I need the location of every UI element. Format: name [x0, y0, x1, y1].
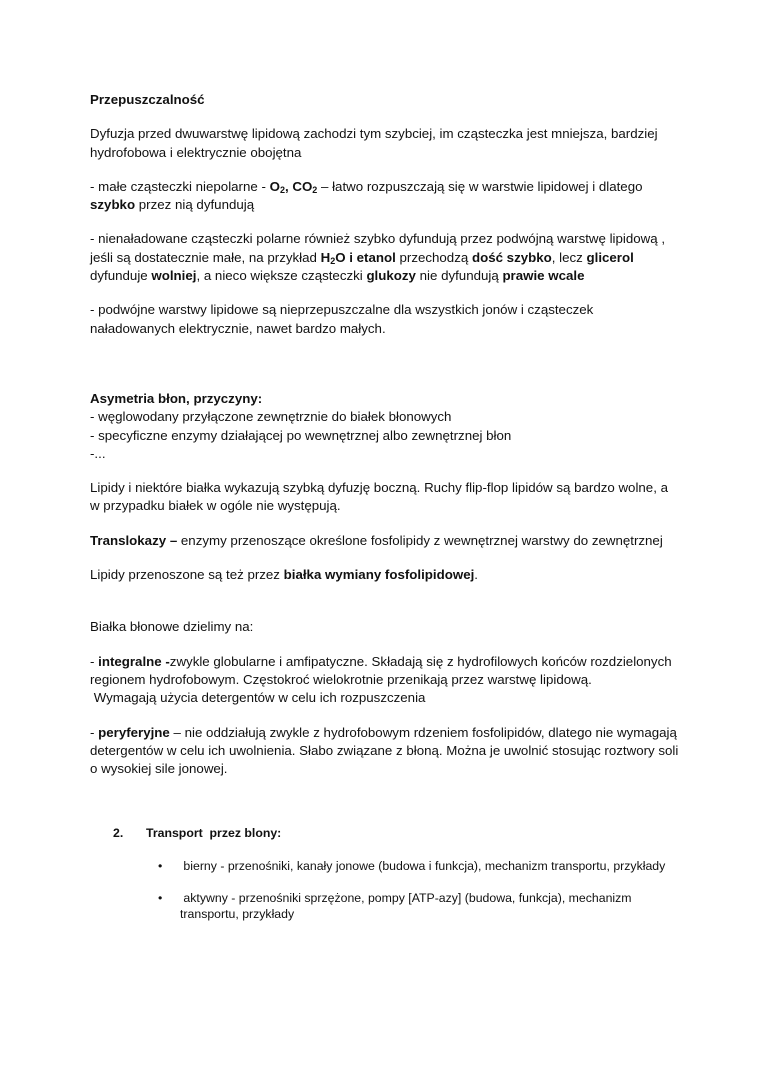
- document-page: [90, 90, 680, 922]
- section-title-asymmetry: Asymetria błon, przyczyny:: [90, 390, 263, 406]
- phospholipid-exchange-text: Lipidy przenoszone są też przez białka wymiany fosfolipidowej.: [90, 567, 478, 583]
- bullet-icon: •: [158, 891, 163, 906]
- section-number: 2.: [113, 826, 124, 841]
- lateral-diffusion-text: Lipidy i niektóre białka wykazują szybką dyfuzję boczną. Ruchy flip-flop lipidów są bardzo wolne, a w przypadku białek w ogóle nie występują.: [90, 480, 668, 514]
- section-heading-transport: [90, 826, 680, 841]
- integral-proteins-text-line2: Wymagają użycia detergentów w celu ich rozpuszczenia: [90, 690, 426, 706]
- permeability-item-small-nonpolar: - małe cząsteczki niepolarne - $O_2$, $CO_2$ – łatwo rozpuszczają się w warstwie lipidowej i dlatego szybko przez nią dyfundują: [90, 178, 643, 213]
- section-heading-text: Transport przez blony:: [146, 826, 282, 841]
- permeability-item-polar: - nienaładowane cząsteczki polarne również szybko dyfundują przez podwójną warstwę lipidową , jeśli są dostatecznie małe, na przykład $H_2O$ i etanol przechodzą dość szybko, lecz glicerol dyfunduje wolniej, a nieco większe cząsteczki glukozy nie dyfundują prawie wcale: [90, 231, 666, 284]
- section-title-permeability: Przepuszczalność: [90, 92, 205, 107]
- translokazy-text: Translokazy – enzymy przenoszące określone fosfolipidy z wewnętrznej warstwy do zewnętrznej: [90, 532, 663, 548]
- membrane-proteins-intro: Białka błonowe dzielimy na:: [90, 619, 254, 635]
- asymmetry-line: - specyficzne enzymy działającej po wewnętrznej albo zewnętrznej błon: [90, 427, 512, 443]
- permeability-intro: Dyfuzja przed dwuwarstwę lipidową zachodzi tym szybciej, im cząsteczka jest mniejsza, bardziej hydrofobowa i elektrycznie obojętna: [90, 126, 658, 160]
- asymmetry-line: -...: [90, 445, 106, 461]
- transport-bullet-passive: • bierny - przenośniki, kanały jonowe (budowa i funkcja), mechanizm transportu, przykłady: [158, 858, 666, 873]
- integral-proteins-text: - integralne -zwykle globularne i amfipatyczne. Składają się z hydrofilowych końców rozdzielonych regionem hydrofobowym. Częstokroć wielokrotnie przenikają przez warstwę lipidową.: [90, 653, 672, 687]
- bullet-icon: •: [158, 858, 163, 873]
- permeability-item-ions: - podwójne warstwy lipidowe są nieprzepuszczalne dla wszystkich jonów i cząsteczek naładowanych elektrycznie, nawet bardzo małych.: [90, 302, 594, 336]
- asymmetry-line: - węglowodany przyłączone zewnętrznie do białek błonowych: [90, 409, 452, 425]
- transport-bullet-active: • aktywny - przenośniki sprzężone, pompy [ATP-azy] (budowa, funkcja), mechanizm transportu, przykłady: [158, 891, 635, 921]
- peripheral-proteins-text: - peryferyjne – nie oddziałują zwykle z hydrofobowym rdzeniem fosfolipidów, dlatego nie wymagają detergentów w celu ich uwolnienia. Słabo związane z błoną. Można je uwolnić stosując roztwory soli o wysokiej sile jonowej.: [90, 724, 679, 777]
